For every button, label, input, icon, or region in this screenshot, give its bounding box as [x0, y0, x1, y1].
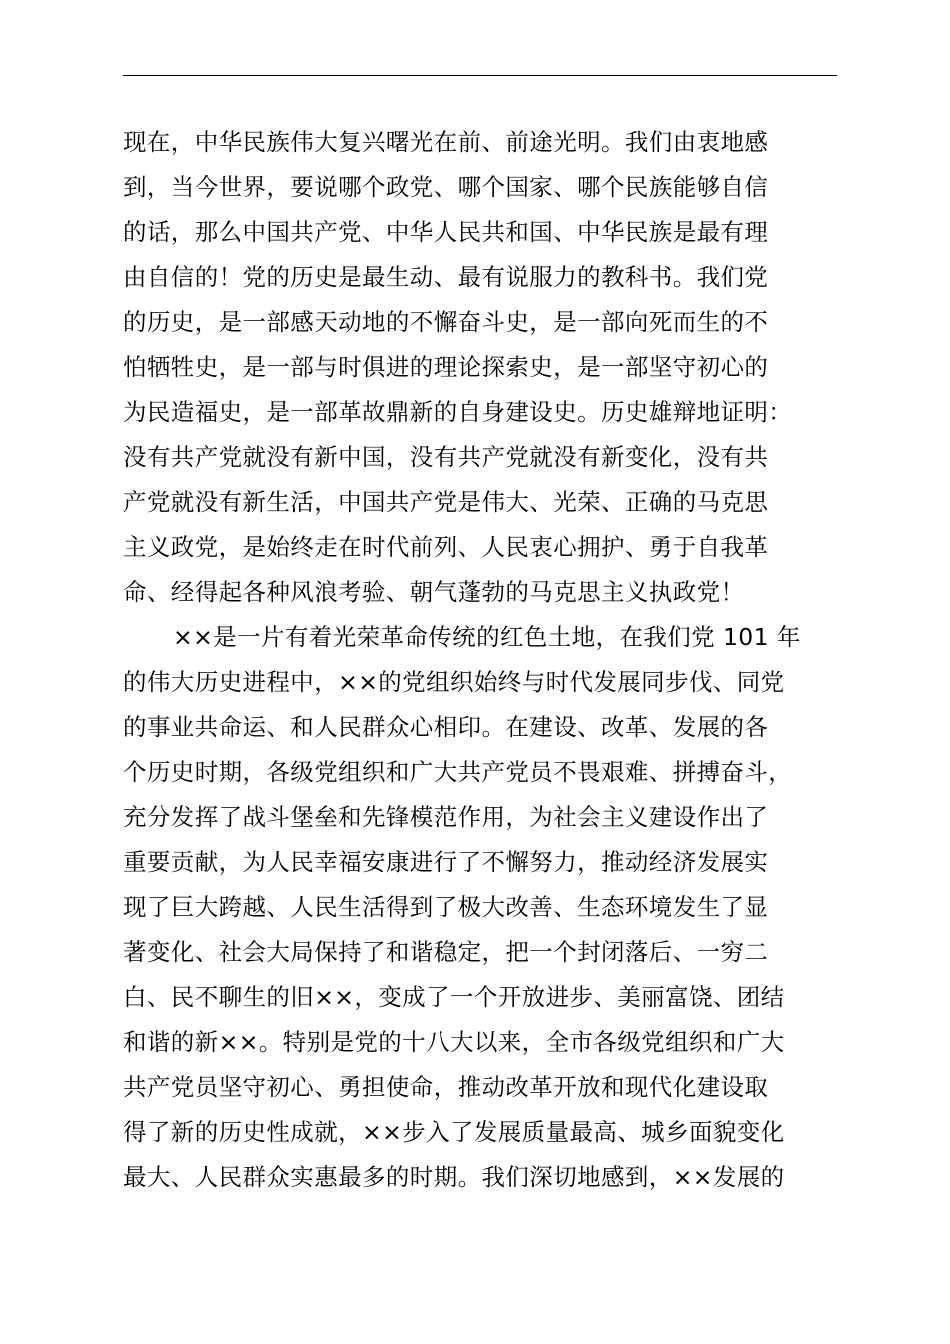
text-line: 为民造福史，是一部革故鼎新的自身建设史。历史雄辩地证明：	[123, 398, 793, 426]
text-line: 主义政党，是始终走在时代前列、人民衷心拥护、勇于自我革	[123, 533, 769, 561]
paragraph-1	[123, 120, 883, 615]
text-line: 到，当今世界，要说哪个政党、哪个国家、哪个民族能够自信	[123, 173, 769, 201]
text-line: 得了新的历史性成就，××步入了发展质量最高、城乡面貌变化	[123, 1118, 785, 1146]
text-line: 的历史，是一部感天动地的不懈奋斗史，是一部向死而生的不	[123, 308, 769, 336]
text-line: 的伟大历史进程中，××的党组织始终与时代发展同步伐、同党	[123, 668, 785, 696]
text-line: 的话，那么中国共产党、中华人民共和国、中华民族是最有理	[123, 218, 769, 246]
text-line: 白、民不聊生的旧××，变成了一个开放进步、美丽富饶、团结	[123, 983, 785, 1011]
text-line: 和谐的新××。特别是党的十八大以来，全市各级党组织和广大	[123, 1028, 785, 1056]
text-line: 现了巨大跨越、人民生活得到了极大改善、生态环境发生了显	[123, 893, 769, 921]
text-line: 重要贡献，为人民幸福安康进行了不懈努力，推动经济发展实	[123, 848, 769, 876]
text-line-first-indented: ××是一片有着光荣革命传统的红色土地，在我们党 101 年	[173, 623, 801, 651]
text-line: 著变化、社会大局保持了和谐稳定，把一个封闭落后、一穷二	[123, 938, 769, 966]
text-line: 由自信的！党的历史是最生动、最有说服力的教科书。我们党	[123, 263, 769, 291]
text-line: 产党就没有新生活，中国共产党是伟大、光荣、正确的马克思	[123, 488, 769, 516]
text-line: 现在，中华民族伟大复兴曙光在前、前途光明。我们由衷地感	[123, 128, 769, 156]
text-line: 共产党员坚守初心、勇担使命，推动改革开放和现代化建设取	[123, 1073, 769, 1101]
text-line: 的事业共命运、和人民群众心相印。在建设、改革、发展的各	[123, 713, 769, 741]
text-line: 个历史时期，各级党组织和广大共产党员不畏艰难、拼搏奋斗，	[123, 758, 793, 786]
paragraph-2	[123, 615, 883, 1200]
text-line: 充分发挥了战斗堡垒和先锋模范作用，为社会主义建设作出了	[123, 803, 769, 831]
text-line: 最大、人民群众实惠最多的时期。我们深切地感到，××发展的	[123, 1163, 785, 1191]
text-line: 没有共产党就没有新中国，没有共产党就没有新变化，没有共	[123, 443, 769, 471]
text-line: 怕牺牲史，是一部与时俱进的理论探索史，是一部坚守初心的	[123, 353, 769, 381]
header-rule	[123, 75, 837, 76]
text-line: 命、经得起各种风浪考验、朝气蓬勃的马克思主义执政党！	[123, 578, 745, 606]
body-text	[123, 120, 883, 1200]
